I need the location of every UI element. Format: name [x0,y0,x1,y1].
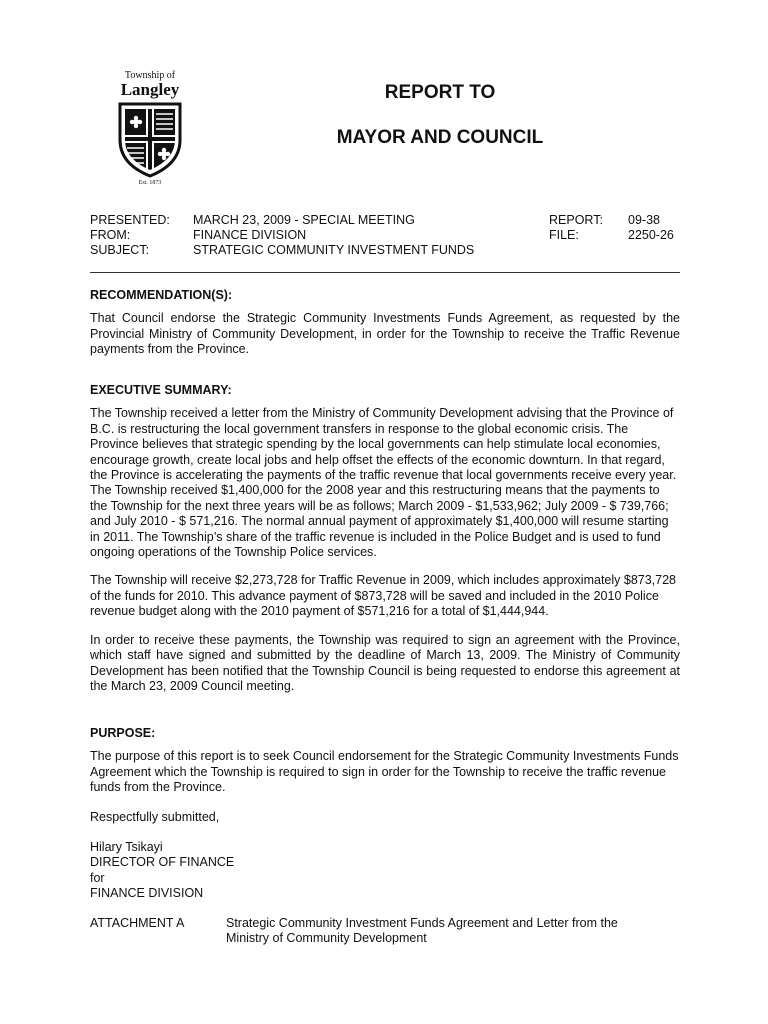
signatory-name: Hilary Tsikayi [90,840,163,854]
from-value: FINANCE DIVISION [193,228,307,242]
presented-value: MARCH 23, 2009 - SPECIAL MEETING [193,213,415,227]
attachment-line-2: Ministry of Community Development [226,931,427,946]
recommendation-text: That Council endorse the Strategic Community Investments Funds Agreement, as requested by the Provincial Ministry of Community Development, in order for the Township to receive the Traffic Revenue payments from the Province. [90,311,680,357]
purpose-section [90,726,680,796]
subject-value: STRATEGIC COMMUNITY INVESTMENT FUNDS [193,243,475,257]
report-value: 09-38 [628,213,660,227]
executive-summary-heading: EXECUTIVE SUMMARY: [90,383,232,397]
purpose-text: The purpose of this report is to seek Council endorsement for the Strategic Community Investments Funds Agreement which the Township is required to sign in order for the Township to receive the traffic revenue funds from the Province. [90,749,679,795]
file-label: FILE: [549,228,579,242]
logo-line1: Township of [124,70,176,81]
header-divider [90,272,680,273]
purpose-heading: PURPOSE: [90,726,156,740]
presented-label: PRESENTED: [90,213,170,227]
signature-block [90,840,234,902]
township-logo [110,70,190,186]
logo-established: Est. 1873 [138,180,162,186]
executive-summary-paragraph-3: In order to receive these payments, the Township was required to sign an agreement with the Province, which staff have signed and submitted by the deadline of March 13, 2009. The Ministry of Community Development has been notified that the Township Council is being requested to endorse this agreement at the March 23, 2009 Council meeting. [90,632,680,693]
executive-summary-paragraph-1: The Township received a letter from the Ministry of Community Development advising that the Province of B.C. is restructuring the local government transfers in response to the global economic crisis. The Province believes that strategic spending by the local governments can help stimulate local economies, encourage growth, create local jobs and help offset the effects of the economic downturn. In that regard, the Province is accelerating the payments of the traffic revenue that local governments receive every year. The Township received $1,400,000 for the 2008 year and this restructuring means that the payments to the Township for the next three years will be as follows; March 2009 - $1,533,962; July 2009 - $ 739,766; and July 2010 - $ 571,216. The normal annual payment of approximately $1,400,000 will resume starting in 2011. The Township’s share of the traffic revenue is included in the Police Budget and is used to fund ongoing operations of the Township Police services. [90,406,677,560]
respectfully-submitted: Respectfully submitted, [90,810,220,824]
attachment-line-1: Strategic Community Investment Funds Agreement and Letter from the [226,916,618,930]
report-label: REPORT: [549,213,603,227]
signatory-for: for [90,870,105,885]
report-title-line1: REPORT TO [384,82,496,103]
attachment-description [226,916,618,947]
signatory-division: FINANCE DIVISION [90,886,204,901]
executive-summary-paragraph-2: The Township will receive $2,273,728 for Traffic Revenue in 2009, which includes approximately $873,728 of the funds for 2010. This advance payment of $873,728 will be saved and included in the 2010 Police revenue budget along with the 2010 payment of $571,216 for a total of $1,444,944. [90,573,676,619]
recommendation-heading: RECOMMENDATION(S): [90,288,233,302]
subject-label: SUBJECT: [90,243,150,257]
logo-line2: Langley [120,80,180,99]
from-label: FROM: [90,228,131,242]
executive-summary-section [90,383,680,694]
file-value: 2250-26 [628,228,674,242]
attachment-label: ATTACHMENT A [90,916,185,930]
report-title-line2: MAYOR AND COUNCIL [336,127,544,148]
recommendation-section [90,288,680,358]
crest-shield-icon [117,100,183,178]
signatory-title: DIRECTOR OF FINANCE [90,855,235,870]
